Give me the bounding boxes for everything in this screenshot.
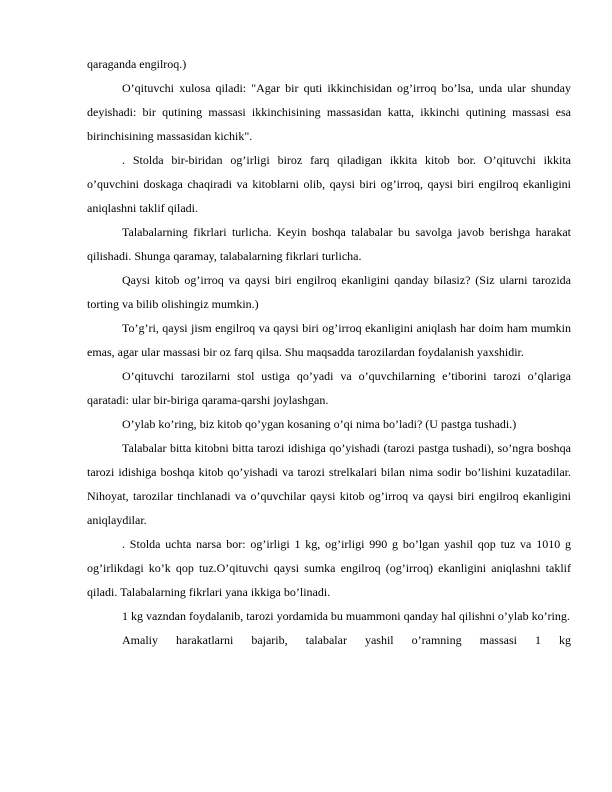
paragraph-think-question: O’ylab ko’ring, biz kitob qo’ygan kosaning o’qi nima bo’ladi? (U pastga tushadi.)	[122, 417, 517, 431]
paragraph-one-kg-weight: 1 kg vazndan foydalanib, tarozi yordamida bu muammoni qanday hal qilishni o’ylab ko’ring.	[122, 609, 570, 623]
paragraph-students-weigh: Talabalar bitta kitobni bitta tarozi idishiga qo’yishadi (tarozi pastga tushadi), so’ngra boshqa tarozi idishiga boshqa kitob qo’yishadi va tarozi strelkalari bilan nima sodir bo’lishini kuzatadilar. Nihoyat, tarozilar tinchlanadi va o’quvchilar qaysi kitob og’irroq va qaysi biri engilroq ekanligini aniqlaydilar.	[87, 441, 571, 527]
paragraph-two-books: . Stolda bir-biridan og’irligi biroz farq qiladigan ikkita kitob bor. O’qituvchi ikkita o’quvchini doskaga chaqiradi va kitoblarni olib, qaysi biri og’irroq, qaysi biri engilroq ekanligini aniqlashni taklif qiladi.	[87, 153, 571, 215]
paragraph-use-scales: To’g’ri, qaysi jism engilroq va qaysi biri og’irroq ekanligini aniqlash har doim ham mumkin emas, agar ular massasi bir oz farq qilsa. Shu maqsadda tarozilardan foydalanish yaxshidir.	[87, 321, 571, 359]
paragraph-three-items: . Stolda uchta narsa bor: og’irligi 1 kg, og’irligi 990 g bo’lgan yashil qop tuz va 1010 g og’irlikdagi ko’k qop tuz.O’qituvchi qaysi sumka engilroq (og’irroq) ekanligini aniqlashni taklif qiladi. Talabalarning fikrlari yana ikkiga bo’linadi.	[87, 537, 571, 599]
paragraph-question-heavier: Qaysi kitob og’irroq va qaysi biri engilroq ekanligini qanday bilasiz? (Siz ularni tarozida torting va bilib olishingiz mumkin.)	[87, 273, 571, 311]
paragraph-practical-actions: Amaliy harakatlarni bajarib, talabalar yashil o’ramning massasi 1 kg	[122, 633, 571, 647]
paragraph-student-opinions: Talabalarning fikrlari turlicha. Keyin boshqa talabalar bu savolga javob berishga harakat qilishadi. Shunga qaramay, talabalarning fikrlari turlicha.	[87, 225, 571, 263]
paragraph-scale-arrows: O’qituvchi tarozilarni stol ustiga qo’yadi va o’quvchilarning e’tiborini tarozi o’qlariga qaratadi: ular bir-biriga qarama-qarshi joylashgan.	[87, 369, 571, 407]
document-body	[87, 52, 571, 652]
paragraph-teacher-conclusion: O’qituvchi xulosa qiladi: "Agar bir quti ikkinchisidan og’irroq bo’lsa, unda ular shunday deyishadi: bir qutining massasi ikkinchisining massasidan katta, ikkinchi qutining massasi esa birinchisining massasidan kichik".	[87, 81, 571, 143]
paragraph-continuation: qaraganda engilroq.)	[87, 57, 187, 71]
